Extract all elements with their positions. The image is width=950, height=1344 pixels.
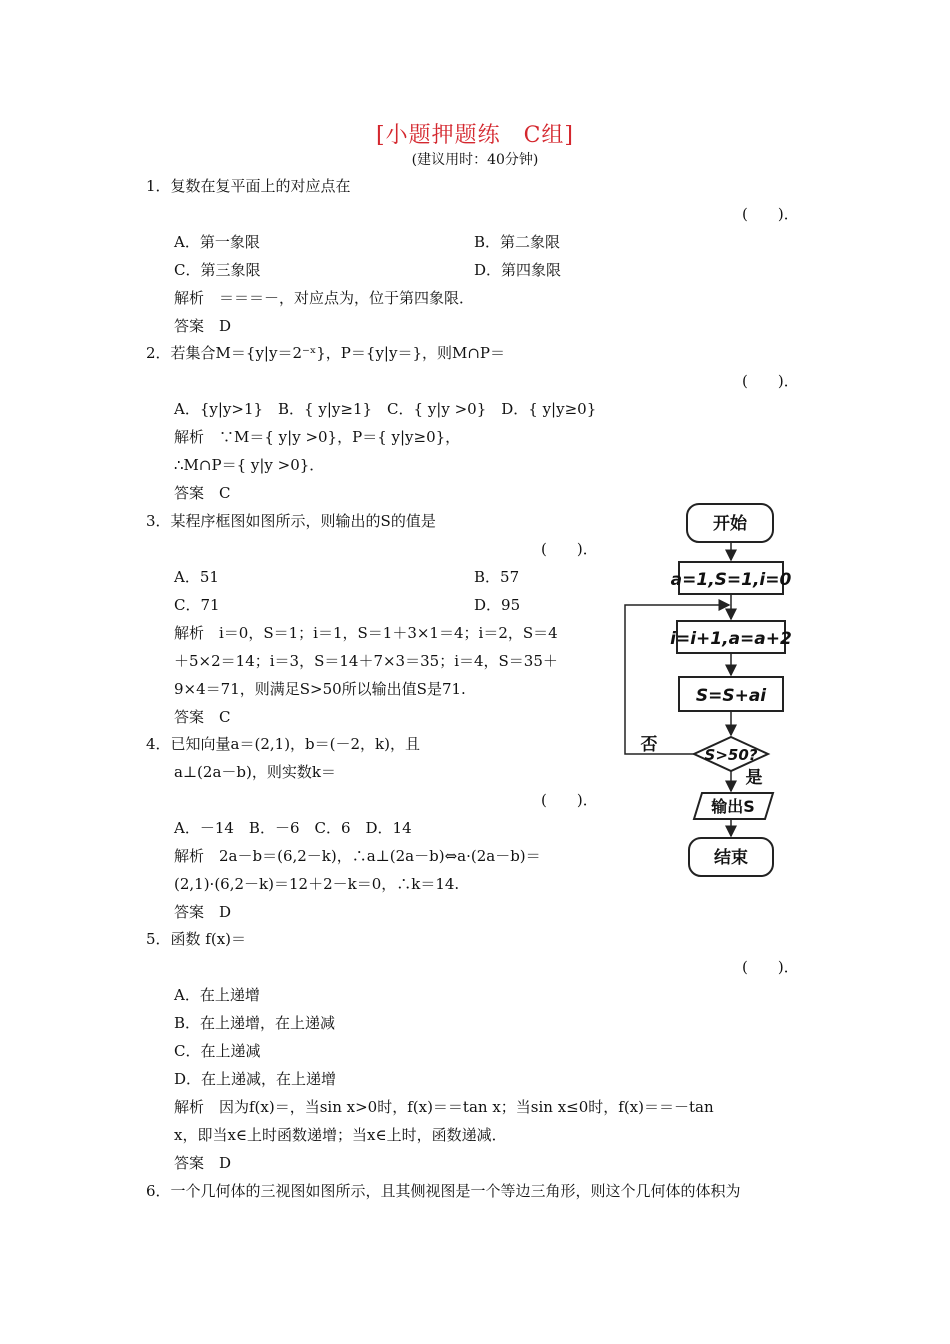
q5-option-d: D．在上递减，在上递增 (174, 1070, 337, 1088)
flow-update-label: i=i+1,a=a+2 (670, 629, 792, 649)
q4-analysis-line2: (2,1)·(6,2－k)＝12＋2－k＝0，∴k＝14. (174, 875, 460, 893)
q3-option-a: A．51 (174, 568, 219, 586)
q3-option-c: C．71 (174, 596, 220, 614)
q1-answer-blank: ( )． (742, 205, 799, 223)
q5-option-b: B．在上递增，在上递减 (174, 1014, 336, 1032)
q5-analysis-line2: x，即当x∈上时函数递增；当x∈上时，函数递减． (174, 1126, 507, 1144)
q2-analysis-line1: 解析 ∵M＝{ y|y >0}，P＝{ y|y≥0}， (174, 428, 461, 446)
q3-answer: 答案 C (174, 708, 231, 726)
q1-stem: 1．复数在复平面上的对应点在 (146, 177, 351, 195)
q4-options: A．－14 B．－6 C．6 D．14 (174, 819, 412, 837)
q3-stem: 3．某程序框图如图所示，则输出的S的值是 (146, 512, 436, 530)
q3-analysis-line3: 9×4＝71，则满足S>50所以输出值S是71. (174, 680, 466, 698)
q3-analysis-line2: ＋5×2＝14；i＝3，S＝14＋7×3＝35；i＝4，S＝35＋ (174, 652, 558, 670)
flow-start-label: 开始 (713, 514, 747, 534)
q1-option-c: C．第三象限 (174, 261, 261, 279)
q4-analysis-line1: 解析 2a－b＝(6,2－k)，∴a⊥(2a－b)⇔a·(2a－b)＝ (174, 847, 541, 865)
q5-stem: 5．函数 f(x)＝ (146, 930, 247, 948)
q2-analysis-line2: ∴M∩P＝{ y|y >0}． (174, 456, 325, 474)
q2-stem: 2．若集合M＝{y|y＝2⁻ˣ}，P＝{y|y＝}，则M∩P＝ (146, 344, 506, 362)
q3-analysis-line1: 解析 i＝0，S＝1；i＝1，S＝1＋3×1＝4；i＝2，S＝4 (174, 624, 558, 642)
q3-option-d: D．95 (474, 596, 521, 614)
q1-option-a: A．第一象限 (174, 233, 260, 251)
flow-accum-label: S=S+ai (695, 686, 767, 706)
page-subtitle: (建议用时：40分钟) (411, 152, 539, 168)
flow-output-label: 输出S (711, 797, 755, 816)
q6-stem: 6．一个几何体的三视图如图所示，且其侧视图是一个等边三角形，则这个几何体的体积为 (146, 1182, 741, 1200)
q4-answer-blank: ( )． (541, 791, 598, 809)
flow-end-label: 结束 (714, 848, 748, 868)
q5-answer-blank: ( )． (742, 958, 799, 976)
page-title: [小题押题练 C组] (376, 123, 574, 148)
flow-yes-label: 是 (745, 768, 763, 788)
q5-option-c: C．在上递减 (174, 1042, 261, 1060)
flow-no-label: 否 (640, 735, 658, 755)
q5-option-a: A．在上递增 (174, 986, 260, 1004)
q2-options: A．{y|y>1} B．{ y|y≥1} C．{ y|y >0} D．{ y|y≥0} (174, 400, 597, 418)
q5-answer: 答案 D (174, 1154, 232, 1172)
q2-answer-blank: ( )． (742, 372, 799, 390)
q1-option-d: D．第四象限 (474, 261, 562, 279)
q4-stem-line2: a⊥(2a－b)，则实数k＝ (174, 763, 336, 781)
q3-option-b: B．57 (474, 568, 520, 586)
q2-answer: 答案 C (174, 484, 231, 502)
q3-answer-blank: ( )． (541, 540, 598, 558)
q1-option-b: B．第二象限 (474, 233, 561, 251)
q1-answer: 答案 D (174, 317, 232, 335)
flow-init-label: a=1,S=1,i=0 (670, 570, 792, 590)
q1-analysis: 解析 ＝＝＝－，对应点为，位于第四象限． (174, 289, 475, 307)
q4-answer: 答案 D (174, 903, 232, 921)
q5-analysis-line1: 解析 因为f(x)＝，当sin x>0时，f(x)＝＝tan x；当sin x≤0时，f(x)＝＝－tan (174, 1098, 714, 1116)
flow-condition-label: S>50? (704, 746, 758, 764)
q4-stem-line1: 4．已知向量a＝(2,1)，b＝(－2，k)，且 (146, 735, 420, 753)
